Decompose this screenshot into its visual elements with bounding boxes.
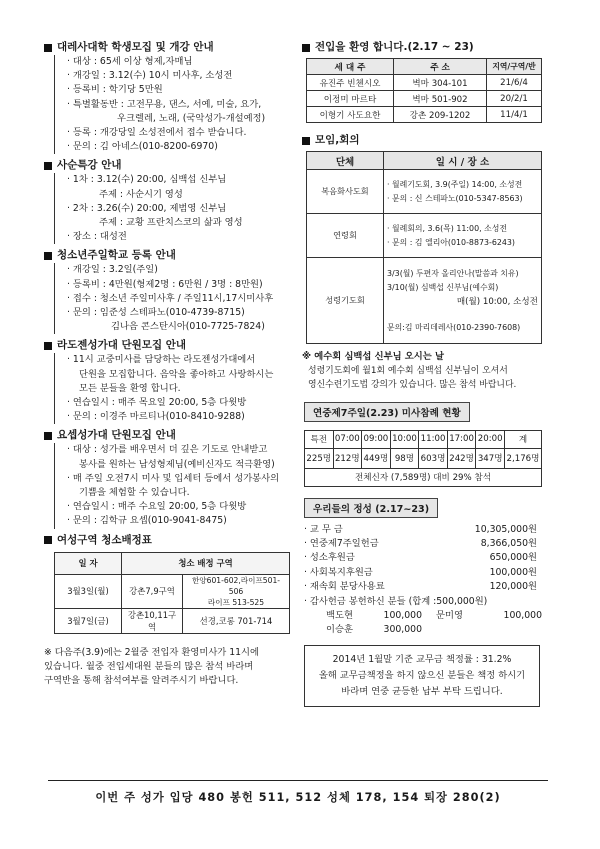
table-header: 단체 — [307, 152, 384, 170]
text-line: · 등록비 : 4만원(형제2명 : 6만원 / 3명 : 8만원) — [67, 278, 263, 290]
bullet-square-icon — [44, 536, 52, 544]
bullet-square-icon — [302, 137, 310, 145]
transfer-mass-note — [44, 646, 292, 689]
text-line: 주제 : 교황 프란치스코의 삶과 영성 — [99, 217, 243, 229]
finance-item-label: · 사회복지후원금 — [304, 566, 373, 578]
table-header: 지역/구역/반 — [487, 59, 542, 75]
attendance-table — [304, 430, 542, 487]
table-row — [307, 258, 542, 344]
table-header: 일 시 / 장 소 — [384, 152, 542, 170]
table-header: 세 대 주 — [307, 59, 394, 75]
table-row — [305, 468, 542, 486]
table-cell: 선경,코롱 701-714 — [183, 608, 290, 633]
donor-amount: 100,000 — [503, 609, 542, 621]
finance-item-label: · 재속회 분당사용료 — [304, 581, 385, 593]
finance-row — [304, 551, 542, 565]
text-line: 문의:김 마리데레사(010-2390-7608) — [387, 322, 521, 332]
bullet-square-icon — [44, 342, 52, 350]
text-line: · 연습일시 : 매주 수요일 20:00, 5층 다윗방 — [67, 501, 247, 513]
text-line: · 개강일 : 3.12(수) 10시 미사후, 소성전 — [67, 70, 233, 82]
text-line: · 감사헌금 봉헌하신 분들 (합계 :500,000원) — [304, 595, 488, 607]
text-line: · 매 주일 오전7시 미사 및 입세터 등에서 성가봉사의 — [67, 472, 280, 484]
table-cell: 연령회 — [307, 214, 384, 258]
table-cell: 성령기도회 — [307, 258, 384, 344]
attendance-header-cell: 특전 — [305, 430, 334, 448]
finance-item-label: · 교 무 금 — [304, 523, 343, 535]
section-title: 라도젠성가대 단원모집 안내 — [57, 339, 187, 352]
attendance-section — [302, 401, 542, 487]
attendance-header-cell: 계 — [504, 430, 541, 448]
table-row — [307, 75, 542, 91]
table-cell: 이형기 사도요한 — [307, 107, 394, 123]
attendance-header-cell: 17:00 — [447, 430, 476, 448]
text-line: 2014년 1월말 기준 교무금 책정률 : 31.2% — [332, 654, 512, 666]
text-line: 기쁨을 체험할 수 있습니다. — [79, 487, 190, 499]
senior-college-notice — [44, 40, 292, 154]
table-row — [55, 608, 290, 633]
text-line: · 문의 : 임준성 스테파노(010-4739-8715) — [67, 307, 245, 319]
attendance-value-cell: 449명 — [362, 448, 391, 468]
table-row — [307, 214, 542, 258]
text-line: · 개강일 : 3.2일(주일) — [67, 264, 158, 276]
table-header: 청소 배정 구역 — [122, 552, 290, 574]
attendance-header-cell: 09:00 — [362, 430, 391, 448]
donor-name: 백도현 — [326, 609, 353, 621]
finance-row — [304, 537, 542, 551]
table-header: 주 소 — [394, 59, 487, 75]
text-line: 3/3(월) 두편자 올리안나(말씀과 치유) — [387, 268, 519, 278]
text-line: · 문의 : 김학규 요셉(010-9041-8475) — [67, 515, 227, 527]
text-line: 김나음 콘스탄시아(010-7725-7824) — [111, 321, 265, 333]
table-cell: 유진주 빈첸시오 — [307, 75, 394, 91]
finance-item-amount: 100,000원 — [489, 566, 537, 578]
text-line: 매(월) 10:00, 소성전 — [456, 296, 538, 307]
table-cell: 강촌 209-1202 — [394, 107, 487, 123]
text-line: ※ 예수회 심백섭 신부님 오시는 날 — [302, 351, 444, 362]
text-line: · 접수 : 청소년 주일미사후 / 주일11시,17시미사후 — [67, 292, 274, 304]
cleaning-schedule — [44, 533, 292, 634]
attendance-header-cell: 10:00 — [390, 430, 419, 448]
table-cell: 벽마 501-902 — [394, 91, 487, 107]
table-cell: 3월7일(금) — [55, 608, 122, 633]
bullet-square-icon — [44, 162, 52, 170]
text-line: 주제 : 사순시기 영성 — [99, 188, 183, 200]
text-line: · 문의 : 이경주 마르티나(010-8410-9288) — [67, 411, 245, 423]
text-line: 올해 교무금책정을 하지 않으신 분들은 책정 하시기 — [318, 670, 526, 682]
attendance-header-cell: 20:00 — [476, 430, 505, 448]
text-line: · 대상 : 65세 이상 형제,자매님 — [67, 56, 193, 67]
text-line: · 대상 : 성가를 배우면서 더 깊은 기도로 안내받고 — [67, 444, 268, 456]
text-line: · 월례회의, 3.6(목) 11:00, 소성전 — [387, 223, 507, 233]
text-line: · 장소 : 대성전 — [67, 231, 127, 243]
attendance-value-cell: 603명 — [419, 448, 448, 468]
left-column — [44, 40, 292, 688]
table-header: 일 자 — [55, 552, 122, 574]
table-cell: 3월3일(월) — [55, 574, 122, 608]
donor-row — [302, 609, 542, 623]
hymn-footer: 이번 주 성가 입당 480 봉헌 511, 512 성체 178, 154 퇴장 280(2) — [48, 780, 548, 805]
section-title: 청소년주일학교 등록 안내 — [57, 249, 176, 262]
meetings-table — [306, 151, 542, 344]
bullet-square-icon — [44, 252, 52, 260]
cleaning-table — [54, 552, 290, 634]
text-line: ※ 다음주(3.9)에는 2월중 전입자 환영미사가 11시에 — [44, 646, 260, 658]
section-title: 대레사대학 학생모집 및 개강 안내 — [57, 41, 214, 53]
table-cell: 한양601-602,라이프501-506 — [191, 575, 281, 596]
text-line: · 월례기도회, 3.9(주일) 14:00, 소성전 — [387, 179, 523, 189]
section-title: 요셉성가대 단원모집 안내 — [57, 429, 176, 442]
text-line: 우크렐레, 노래, (국악성가-개설예정) — [117, 112, 266, 124]
table-cell: 이정미 마르타 — [307, 91, 394, 107]
attendance-value-cell: 212명 — [333, 448, 362, 468]
table-cell: 21/6/4 — [487, 75, 542, 91]
text-line: · 1차 : 3.12(수) 20:00, 심백섭 신부님 — [67, 174, 227, 186]
joseph-choir-notice — [44, 428, 292, 528]
attendance-value-cell: 2,176명 — [504, 448, 541, 468]
attendance-total: 전체신자 (7,589명) 대비 29% 참석 — [305, 468, 542, 486]
right-column — [302, 40, 542, 707]
table-row — [307, 91, 542, 107]
text-line: 단원을 모집합니다. 음악을 좋아하고 사랑하시는 — [79, 368, 274, 380]
table-row — [307, 107, 542, 123]
text-line: · 2차 : 3.26(수) 20:00, 제범영 신부님 — [67, 202, 227, 214]
finance-item-label: · 연중제7주일헌금 — [304, 538, 379, 550]
text-line: 구역반을 통해 참석여부를 알려주시기 바랍니다. — [44, 675, 239, 687]
text-line: · 문의 : 김 엘리아(010-8873-6243) — [387, 237, 516, 247]
welcome-section — [302, 40, 542, 123]
text-line: 봉사를 원하는 남성형제님(예비신자도 적극환영) — [79, 458, 275, 470]
attendance-label: 연중제7주일(2.23) 미사참례 현황 — [304, 402, 470, 422]
finance-item-amount: 8,366,050원 — [480, 538, 537, 550]
new-members-table — [306, 58, 542, 123]
table-cell: 20/2/1 — [487, 91, 542, 107]
finance-row — [304, 566, 542, 580]
table-row — [307, 170, 542, 214]
text-line: · 연습일시 : 매주 목요일 20:00, 5층 다윗방 — [67, 397, 247, 409]
finance-item-label: · 성소후원금 — [304, 552, 355, 564]
text-line: · 등록 : 개강당일 소성전에서 접수 받습니다. — [67, 127, 247, 139]
text-line: · 특별활동반 : 고전무용, 댄스, 서예, 미술, 요가, — [67, 98, 262, 110]
finance-section — [302, 497, 542, 638]
table-cell: 벽마 304-101 — [394, 75, 487, 91]
finance-list — [304, 523, 542, 595]
attendance-value-cell: 242명 — [447, 448, 476, 468]
text-line: 바라며 연중 균등한 납부 부탁 드립니다. — [341, 686, 503, 698]
donor-name: 문미영 — [436, 609, 463, 621]
finance-item-amount: 120,000원 — [489, 581, 537, 593]
text-line: 모든 분들을 환영 합니다. — [79, 382, 181, 394]
tithe-rate-box — [304, 645, 540, 707]
finance-item-amount: 10,305,000원 — [474, 523, 537, 535]
bullet-square-icon — [44, 432, 52, 440]
section-title: 여성구역 청소배정표 — [57, 533, 152, 546]
table-cell: 강촌10,11구역 — [122, 608, 183, 633]
lent-lecture-notice — [44, 158, 292, 244]
attendance-value-cell: 98명 — [390, 448, 419, 468]
text-line: 있습니다. 월중 전입세대원 분들의 많은 참석 바라며 — [44, 660, 254, 672]
section-title: 전입을 환영 합니다.(2.17 ~ 23) — [315, 41, 474, 53]
donor-name: 이승훈 — [326, 624, 353, 636]
choir-recruit-notice — [44, 338, 292, 424]
table-row — [305, 430, 542, 448]
text-line: 영신수련기도법 강의가 있습니다. 많은 참석 바랍니다. — [308, 380, 517, 391]
attendance-header-cell: 07:00 — [333, 430, 362, 448]
donor-row — [302, 623, 542, 637]
text-line: 성령기도회에 월1회 예수회 심백섭 신부님이 오셔서 — [308, 366, 508, 377]
finance-label: 우리들의 정성 (2.17~23) — [304, 498, 438, 518]
attendance-value-cell: 347명 — [476, 448, 505, 468]
table-row — [55, 574, 290, 608]
text-line: · 11시 교중미사를 담당하는 라도젠성가대에서 — [67, 354, 256, 366]
table-cell: 라이프 513-525 — [207, 597, 265, 607]
youth-school-notice — [44, 248, 292, 334]
attendance-value-cell: 225명 — [305, 448, 334, 468]
text-line: · 등록비 : 학기당 5만원 — [67, 84, 163, 96]
table-cell: 복음화사도회 — [307, 170, 384, 214]
finance-row — [304, 523, 542, 537]
donor-amount: 300,000 — [383, 624, 422, 636]
donor-amount: 100,000 — [383, 609, 422, 621]
section-title: 사순특강 안내 — [57, 159, 122, 172]
finance-row — [304, 580, 542, 594]
jesuit-visit-note — [302, 350, 542, 393]
attendance-header-cell: 11:00 — [419, 430, 448, 448]
text-line: 3/10(월) 심백섭 신부님(예수회) — [387, 282, 499, 292]
table-row — [305, 448, 542, 468]
text-line: · 문의 : 김 아네스(010-8200-6970) — [67, 141, 218, 153]
text-line: · 문의 : 신 스테파노(010-5347-8563) — [387, 193, 523, 203]
meetings-section — [302, 133, 542, 344]
bullet-square-icon — [302, 44, 310, 52]
section-title: 모임,회의 — [315, 134, 360, 146]
table-cell: 강촌7,9구역 — [122, 574, 183, 608]
bullet-square-icon — [44, 44, 52, 52]
finance-item-amount: 650,000원 — [489, 552, 537, 564]
table-cell: 11/4/1 — [487, 107, 542, 123]
